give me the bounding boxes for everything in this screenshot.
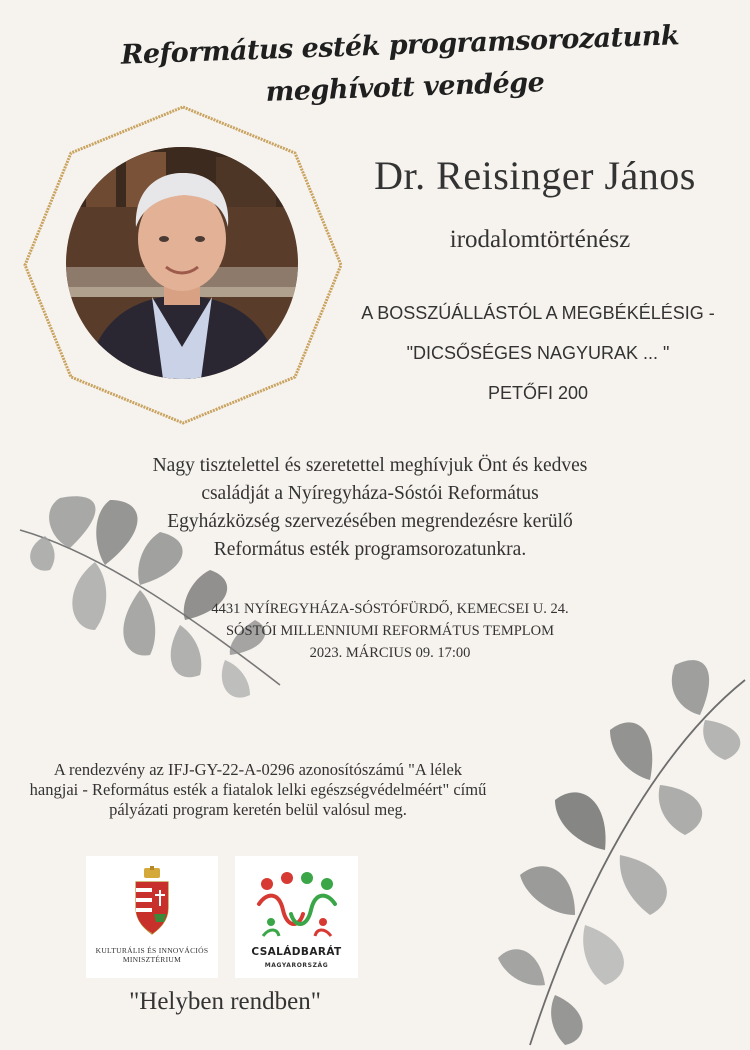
guest-title: irodalomtörténész [449,226,631,253]
funding-statement: A rendezvény az IFJ-GY-22-A-0296 azonosítószámú "A lélek hangjai - Református esték a fiatalok lelki egészségvédelméért" című pályázati program keretén belül valósul meg. [29,760,487,819]
family-logo-subtitle: MAGYARORSZÁG [264,962,329,969]
header-line-1: Református esték programsorozatunk [120,20,680,71]
leaves-right-decoration [470,640,750,1050]
ministry-name: KULTURÁLIS ÉS INNOVÁCIÓS MINISZTÉRIUM [95,946,209,964]
topic-line-2: "DICSŐSÉGES NAGYURAK ... " [406,343,670,363]
topic-line-3: PETŐFI 200 [487,383,589,403]
guest-portrait [66,147,298,379]
family-logo-title: CSALÁDBARÁT [251,946,342,958]
guest-name: Dr. Reisinger János [374,153,696,198]
invitation-text: Nagy tisztelettel és szeretettel meghívjuk Önt és kedves családját a Nyíregyháza-Sóstói Református Egyházközség szervezésében megrendezésre kerülő Református esték programsorozatunkra. [152,455,588,560]
ministry-logo [86,856,218,978]
event-info [200,598,580,664]
family-friendly-logo [235,856,358,978]
event-address: 4431 NYÍREGYHÁZA-SÓSTÓFÜRDŐ, KEMECSEI U. 24. [211,601,569,617]
event-datetime: 2023. MÁRCIUS 09. 17:00 [309,645,471,661]
family-figures-icon [253,870,341,942]
slogan: "Helyben rendben" [129,988,321,1015]
header-line-2: meghívott vendége [265,67,545,108]
event-venue: SÓSTÓI MILLENNIUMI REFORMÁTUS TEMPLOM [225,623,554,639]
topic-line-1: A BOSSZÚÁLLÁSTÓL A MEGBÉKÉLÉSIG - [361,303,715,323]
coat-of-arms-icon [132,866,172,938]
